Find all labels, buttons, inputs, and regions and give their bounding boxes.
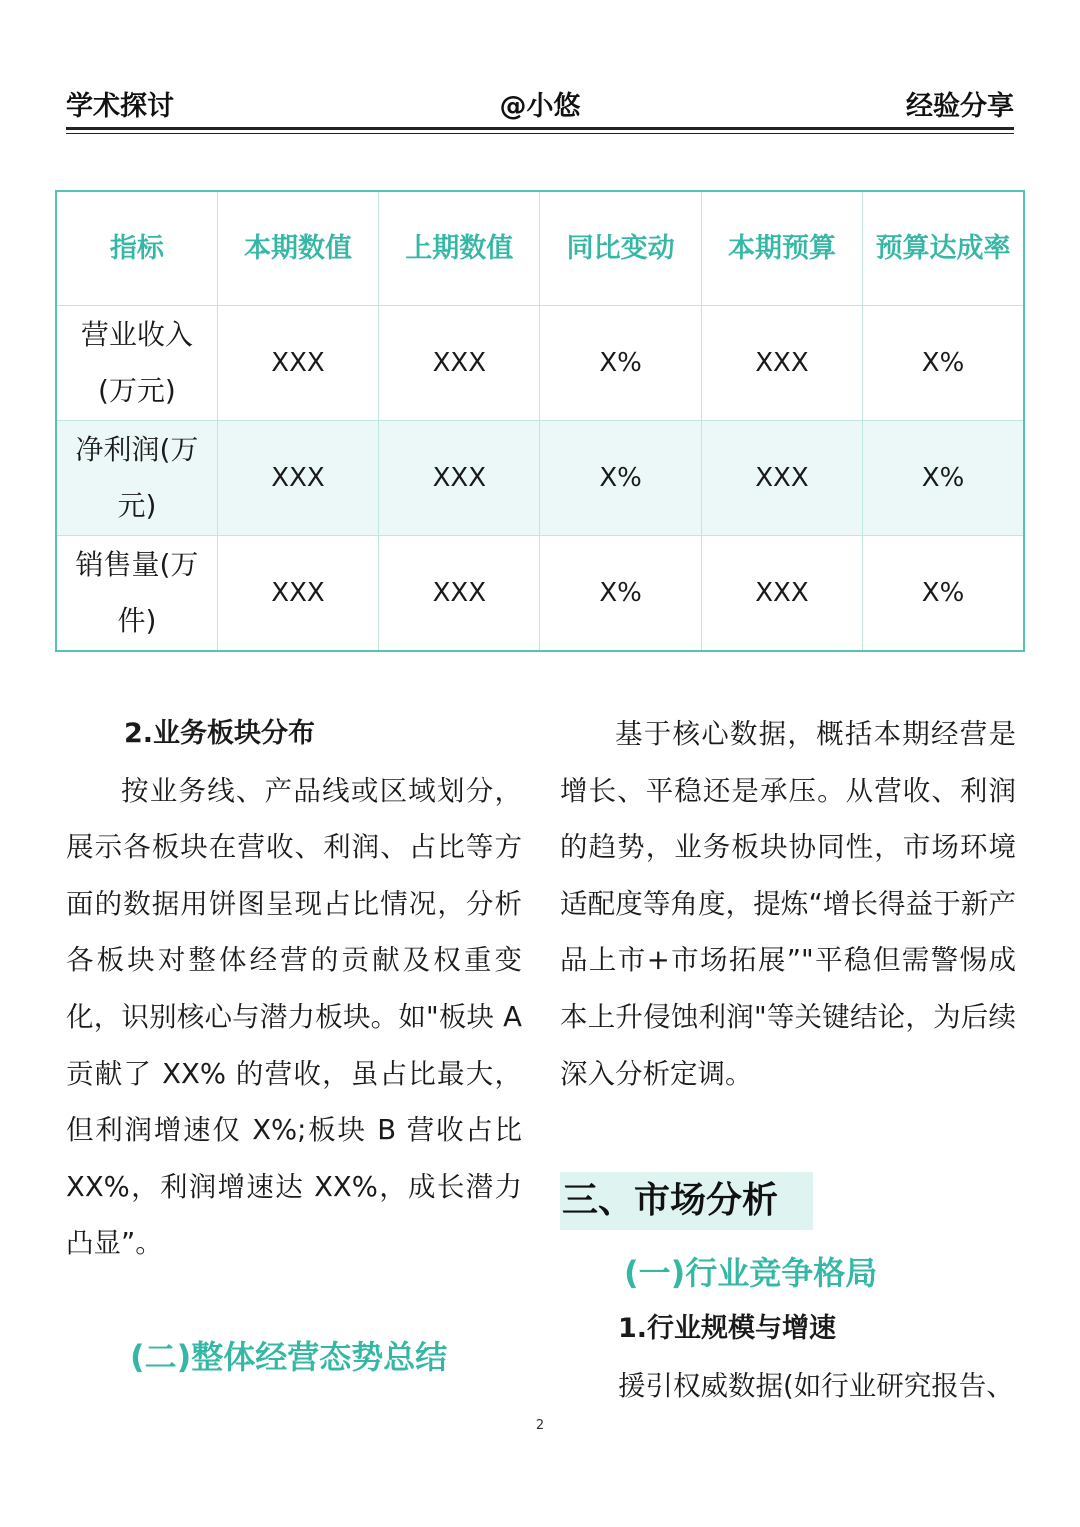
- table-cell: X%: [863, 421, 1024, 536]
- table-cell: XXX: [217, 306, 378, 421]
- table-row: [56, 306, 1024, 421]
- table-cell: XXX: [379, 536, 540, 652]
- table-header-cell: 本期数值: [217, 191, 378, 306]
- table-cell: XXX: [701, 306, 862, 421]
- body-paragraph: 基于核心数据，概括本期经营是增长、平稳还是承压。从营收、利润的趋势，业务板块协同性，市场环境适配度等角度，提炼“增长得益于新产品上市+市场拓展”"平稳但需警惕成本上升侵蚀利润"等关键结论，为后续深入分析定调。: [560, 718, 1016, 1090]
- table-cell: X%: [863, 306, 1024, 421]
- table-cell: XXX: [217, 421, 378, 536]
- section-heading-competition: (一)行业竞争格局: [624, 1254, 878, 1292]
- table-row: [56, 421, 1024, 536]
- page-number: 2: [535, 1418, 545, 1433]
- table-cell: XXX: [379, 306, 540, 421]
- table-cell: X%: [540, 421, 701, 536]
- table-header-row: [56, 191, 1024, 306]
- left-column: [66, 706, 522, 1272]
- body-line: 援引权威数据(如行业研究报告、: [618, 1370, 1014, 1402]
- table-cell: XXX: [701, 536, 862, 652]
- metrics-table: [55, 190, 1025, 652]
- table-header-cell: 同比变动: [540, 191, 701, 306]
- table-header-cell: 上期数值: [379, 191, 540, 306]
- body-paragraph: 按业务线、产品线或区域划分，展示各板块在营收、利润、占比等方面的数据用饼图呈现占比情况，分析各板块对整体经营的贡献及权重变化，识别核心与潜力板块。如"板块 A 贡献了 XX% 的营收，虽占比最大，但利润增速仅 X%;板块 B 营收占比 XX%，利润增速达 XX%，成长潜力凸显”。: [66, 774, 522, 1260]
- table-header-cell: 预算达成率: [863, 191, 1024, 306]
- table-row-label: 净利润(万元): [56, 421, 217, 536]
- table-cell: X%: [540, 306, 701, 421]
- table-cell: X%: [540, 536, 701, 652]
- subheading-industry-scale: 1.行业规模与增速: [618, 1313, 837, 1344]
- header-left-label: 学术探讨: [66, 91, 174, 122]
- table-cell: XXX: [379, 421, 540, 536]
- header-author: @小悠: [499, 91, 581, 122]
- header-right-label: 经验分享: [906, 91, 1014, 122]
- header-rule-thick: [66, 127, 1014, 130]
- header-rule-thin: [66, 133, 1014, 134]
- table-cell: XXX: [701, 421, 862, 536]
- table-cell: X%: [863, 536, 1024, 652]
- table-cell: XXX: [217, 536, 378, 652]
- subheading-business-segments: 2.业务板块分布: [124, 718, 316, 749]
- table-row: [56, 536, 1024, 652]
- page-header: [66, 80, 1014, 124]
- section-heading-market-analysis: 三、市场分析: [560, 1172, 813, 1230]
- table-row-label: 销售量(万件): [56, 536, 217, 652]
- section-heading-summary: (二)整体经营态势总结: [130, 1338, 448, 1376]
- table-header-cell: 本期预算: [701, 191, 862, 306]
- table-header-cell: 指标: [56, 191, 217, 306]
- right-column: [560, 706, 1016, 1102]
- table-row-label: 营业收入(万元): [56, 306, 217, 421]
